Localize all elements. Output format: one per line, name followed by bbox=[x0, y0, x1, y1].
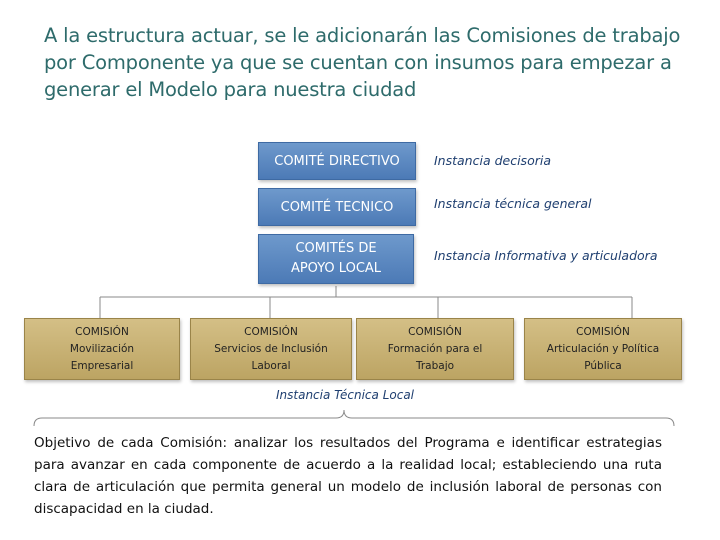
comision-heading: COMISIÓN bbox=[75, 325, 129, 338]
comision-formacion-box bbox=[356, 318, 514, 380]
comite-directivo-box bbox=[258, 142, 416, 180]
comite-tecnico-box bbox=[258, 188, 416, 226]
slide-title: A la estructura actuar, se le adicionarán las Comisiones de trabajo por Componente ya que se cuentan con insumos para empezar a generar el Modelo para nuestra ciudad bbox=[44, 24, 681, 101]
instancia-tecnica-local-label: Instancia Técnica Local bbox=[276, 388, 415, 402]
comites-apoyo-local-box bbox=[258, 234, 414, 284]
comision-line2: Empresarial bbox=[70, 359, 134, 372]
comision-heading: COMISIÓN bbox=[244, 325, 298, 338]
comision-line1: Servicios de Inclusión bbox=[214, 342, 328, 355]
comision-line2: Laboral bbox=[251, 359, 291, 372]
comision-movilizacion-box bbox=[24, 318, 180, 380]
instancia-decisoria-label: Instancia decisoria bbox=[434, 153, 551, 168]
comision-line1: Movilización bbox=[69, 342, 135, 355]
comites-apoyo-local-label: COMITÉS DE APOYO LOCAL bbox=[290, 241, 382, 276]
comision-heading: COMISIÓN bbox=[408, 325, 462, 338]
comision-line2: Trabajo bbox=[415, 359, 455, 372]
comision-heading: COMISIÓN bbox=[576, 325, 630, 338]
comision-line2: Pública bbox=[584, 359, 622, 372]
comision-line1: Formación para el bbox=[387, 342, 483, 355]
objetivo-paragraph: Objetivo de cada Comisión: analizar los resultados del Programa e identificar estrategias para avanzar en cada componente de acuerdo a la realidad local; estableciendo una ruta clara de articulación que permita general un modelo de inclusión laboral de personas con discapacidad en la ciudad. bbox=[34, 435, 662, 517]
instancia-tecnica-label: Instancia técnica general bbox=[434, 196, 592, 211]
comite-tecnico-label: COMITÉ TECNICO bbox=[280, 199, 394, 215]
comision-articulacion-box bbox=[524, 318, 682, 380]
instancia-informativa-label: Instancia Informativa y articuladora bbox=[434, 248, 658, 263]
comite-directivo-label: COMITÉ DIRECTIVO bbox=[274, 153, 400, 169]
comision-line1: Articulación y Política bbox=[546, 342, 660, 355]
comision-servicios-box bbox=[190, 318, 352, 380]
